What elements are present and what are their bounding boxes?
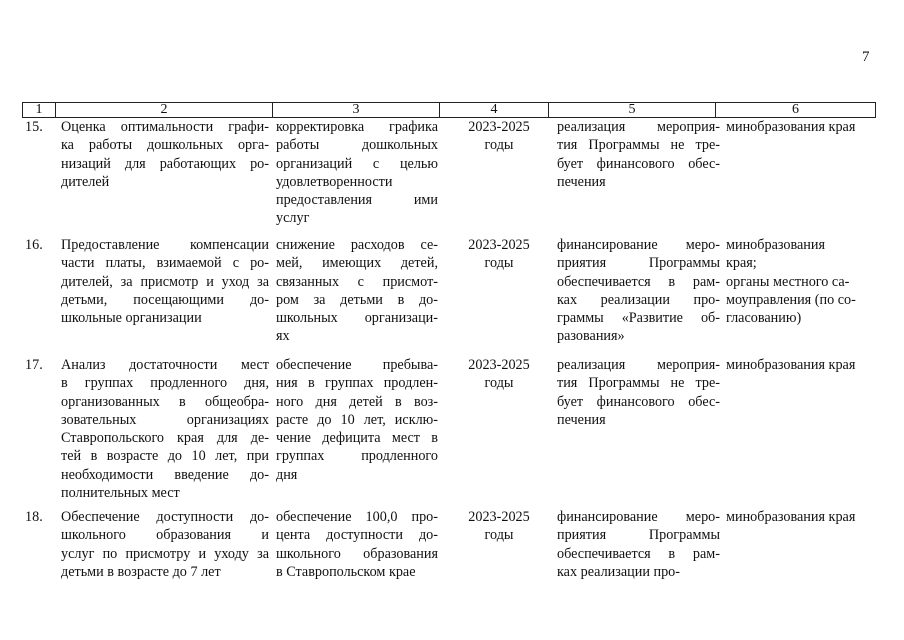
expected-result-line: корректировка графика — [276, 119, 438, 135]
financing-source-line: тия Программы не тре- — [557, 137, 720, 154]
measure-name-cell — [61, 356, 269, 502]
column-header-2: 2 — [56, 103, 273, 118]
row-number-cell: 16. — [25, 237, 43, 253]
implementation-term-cell — [449, 508, 549, 545]
executor-line: минобразования края — [726, 119, 856, 135]
measure-name-cell — [61, 236, 269, 327]
measure-name-line: Обеспечение доступности до- — [61, 509, 269, 525]
expected-result-line: связанных с присмот- — [276, 273, 438, 290]
executor-line: минобразования края — [726, 357, 856, 373]
expected-result-line: удовлетворенности — [276, 173, 393, 190]
expected-result-line: ях — [276, 328, 290, 345]
implementation-term-line: годы — [484, 255, 514, 272]
financing-source-line: бует финансового обес- — [557, 393, 720, 410]
expected-result-line: организаций с целью — [276, 155, 438, 172]
financing-source-cell — [557, 508, 720, 581]
expected-result-cell — [276, 236, 438, 346]
page-number: 7 — [862, 49, 870, 65]
executor-cell — [726, 356, 875, 374]
measure-name-line: дителей — [61, 173, 110, 190]
column-header-3: 3 — [273, 103, 440, 118]
expected-result-line: обеспечение 100,0 про- — [276, 509, 438, 525]
financing-source-line: разования» — [557, 328, 625, 345]
implementation-term-line: 2023-2025 — [468, 119, 530, 135]
implementation-term-line: 2023-2025 — [468, 237, 530, 253]
expected-result-cell — [276, 508, 438, 581]
measure-name-line: части платы, взимаемой с ро- — [61, 255, 269, 272]
expected-result-line: ром за детьми в до- — [276, 291, 438, 308]
expected-result-line: ного дня детей в воз- — [276, 393, 438, 410]
executor-line: моуправления (по со- — [726, 291, 856, 308]
expected-result-line: работы дошкольных — [276, 137, 438, 154]
row-number-cell: 17. — [25, 357, 43, 373]
expected-result-line: школьного образования — [276, 545, 438, 562]
expected-result-line: обеспечение пребыва- — [276, 357, 438, 373]
executor-line: органы местного са- — [726, 273, 850, 290]
measure-name-line: полнительных мест — [61, 485, 180, 502]
expected-result-line: услуг — [276, 210, 310, 227]
expected-result-line: предоставления ими — [276, 192, 438, 209]
executor-line: минобразования — [726, 237, 826, 253]
implementation-term-line: годы — [484, 527, 514, 544]
implementation-term-cell — [449, 356, 549, 393]
measure-name-line: в группах продленного дня, — [61, 375, 269, 392]
measure-name-line: ка работы дошкольных орга- — [61, 137, 269, 154]
financing-source-line: обеспечивается в рам- — [557, 273, 720, 290]
implementation-term-line: 2023-2025 — [468, 357, 530, 373]
executor-cell — [726, 118, 875, 136]
column-header-1: 1 — [23, 103, 56, 118]
executor-cell — [726, 508, 875, 526]
financing-source-cell — [557, 356, 720, 429]
column-header-5: 5 — [549, 103, 716, 118]
measure-name-line: тей в возрасте до 10 лет, при — [61, 448, 269, 465]
financing-source-line: граммы «Развитие об- — [557, 310, 720, 327]
financing-source-line: печения — [557, 411, 606, 428]
implementation-term-line: годы — [484, 137, 514, 154]
financing-source-line: бует финансового обес- — [557, 155, 720, 172]
financing-source-line: приятия Программы — [557, 255, 720, 272]
implementation-term-cell — [449, 236, 549, 273]
measure-name-line: детьми в возрасте до 7 лет — [61, 563, 221, 580]
column-header-6: 6 — [716, 103, 876, 118]
measure-name-line: дителей, за присмотр и уход за — [61, 273, 269, 290]
financing-source-cell — [557, 236, 720, 346]
measure-name-line: низаций для работающих ро- — [61, 155, 269, 172]
implementation-term-cell — [449, 118, 549, 155]
row-number-cell: 15. — [25, 119, 43, 135]
executor-line: минобразования края — [726, 509, 856, 525]
implementation-term-line: годы — [484, 375, 514, 392]
measure-name-line: детьми, посещающими до- — [61, 291, 269, 308]
expected-result-line: дня — [276, 466, 298, 483]
expected-result-cell — [276, 356, 438, 484]
measure-name-line: организованных в общеобра- — [61, 393, 269, 410]
implementation-term-line: 2023-2025 — [468, 509, 530, 525]
financing-source-line: ках реализации про- — [557, 563, 681, 580]
financing-source-line: финансирование меро- — [557, 509, 720, 525]
financing-source-cell — [557, 118, 720, 191]
financing-source-line: ках реализации про- — [557, 291, 720, 308]
measure-name-line: школьные организации — [61, 310, 202, 327]
expected-result-line: ния в группах продлен- — [276, 375, 438, 392]
measure-name-line: Оценка оптимальности графи- — [61, 119, 269, 135]
expected-result-line: в Ставропольском крае — [276, 563, 416, 580]
financing-source-line: обеспечивается в рам- — [557, 545, 720, 562]
measure-name-line: услуг по присмотру и уходу за — [61, 545, 269, 562]
expected-result-line: чение дефицита мест в — [276, 430, 438, 447]
column-header-4: 4 — [440, 103, 549, 118]
expected-result-line: расте до 10 лет, исклю- — [276, 411, 438, 428]
expected-result-line: мей, имеющих детей, — [276, 255, 438, 272]
expected-result-line: снижение расходов се- — [276, 237, 438, 253]
expected-result-cell — [276, 118, 438, 228]
measure-name-cell — [61, 118, 269, 191]
executor-line: края; — [726, 255, 757, 272]
financing-source-line: реализация мероприя- — [557, 357, 720, 373]
executor-line: гласованию) — [726, 310, 802, 327]
financing-source-line: тия Программы не тре- — [557, 375, 720, 392]
measure-name-line: Предоставление компенсации — [61, 237, 269, 253]
expected-result-line: цента доступности до- — [276, 527, 438, 544]
measure-name-line: школьного образования и — [61, 527, 269, 544]
measure-name-line: Ставропольского края для де- — [61, 430, 269, 447]
expected-result-line: школьных организаци- — [276, 310, 438, 327]
measure-name-line: Анализ достаточности мест — [61, 357, 269, 373]
measure-name-cell — [61, 508, 269, 581]
expected-result-line: группах продленного — [276, 448, 438, 465]
financing-source-line: реализация мероприя- — [557, 119, 720, 135]
financing-source-line: приятия Программы — [557, 527, 720, 544]
column-number-header — [22, 102, 876, 118]
financing-source-line: печения — [557, 173, 606, 190]
financing-source-line: финансирование меро- — [557, 237, 720, 253]
measure-name-line: зовательных организациях — [61, 411, 269, 428]
executor-cell — [726, 236, 875, 327]
row-number-cell: 18. — [25, 509, 43, 525]
measure-name-line: необходимости введение до- — [61, 466, 269, 483]
